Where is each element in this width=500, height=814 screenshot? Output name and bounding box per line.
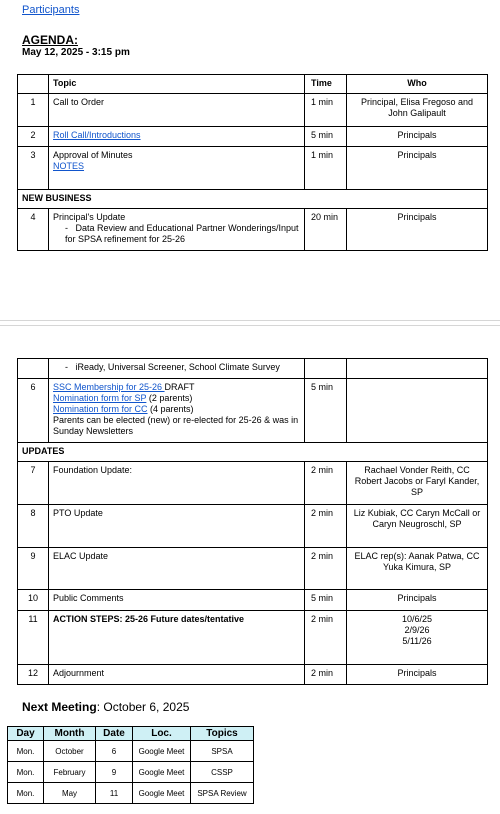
row-time	[305, 359, 347, 379]
table-row	[18, 590, 488, 611]
row-topic: Public Comments	[49, 590, 305, 611]
section-row	[18, 190, 488, 209]
row-who: Principals	[347, 665, 488, 685]
row-num: 8	[18, 505, 49, 548]
agenda-table-continued	[17, 358, 488, 685]
row-time: 2 min	[305, 665, 347, 685]
schedule-row	[8, 762, 254, 783]
future-dates	[347, 611, 488, 665]
row-topic	[49, 209, 305, 251]
schedule-row	[8, 741, 254, 762]
page-break	[0, 318, 500, 358]
row-time: 1 min	[305, 147, 347, 190]
row-topic	[49, 359, 305, 379]
row-num: 1	[18, 94, 49, 127]
row-who: ELAC rep(s): Aanak Patwa, CC Yuka Kimura, SP	[347, 548, 488, 590]
row-num: 11	[18, 611, 49, 665]
action-steps-topic: ACTION STEPS: 25-26 Future dates/tentative	[49, 611, 305, 665]
row-num: 12	[18, 665, 49, 685]
table-row	[18, 359, 488, 379]
row-who: Principal, Elisa Fregoso and John Galipault	[347, 94, 488, 127]
schedule-header-month: Month	[44, 727, 96, 741]
row-topic: Call to Order	[49, 94, 305, 127]
row-time: 1 min	[305, 94, 347, 127]
table-row	[18, 127, 488, 147]
row-who: Principals	[347, 590, 488, 611]
table-row	[18, 665, 488, 685]
row-time: 2 min	[305, 611, 347, 665]
table-row	[18, 147, 488, 190]
updates-label: UPDATES	[18, 443, 488, 462]
row-who: Rachael Vonder Reith, CC Robert Jacobs or Faryl Kander, SP	[347, 462, 488, 505]
row-time: 2 min	[305, 505, 347, 548]
schedule-topic: SPSA Review	[191, 783, 254, 804]
page-divider	[0, 320, 500, 321]
row-who: Liz Kubiak, CC Caryn McCall or Caryn Neugroschl, SP	[347, 505, 488, 548]
row-num	[18, 359, 49, 379]
future-date: 10/6/25	[401, 614, 433, 624]
approval-minutes-text: Approval of Minutes	[53, 150, 133, 160]
ssc-membership-link[interactable]: SSC Membership for 25-26	[53, 382, 165, 392]
row-time: 2 min	[305, 548, 347, 590]
election-note: Parents can be elected (new) or re-elected for 25-26 & was in Sunday Newsletters	[53, 415, 299, 436]
table-row	[18, 379, 488, 443]
row-time: 5 min	[305, 127, 347, 147]
section-row	[18, 443, 488, 462]
schedule-header-topics: Topics	[191, 727, 254, 741]
schedule-header-row	[8, 727, 254, 741]
table-row	[18, 505, 488, 548]
next-meeting-label: Next Meeting	[22, 700, 97, 714]
row-time: 2 min	[305, 462, 347, 505]
row-topic: Adjournment	[49, 665, 305, 685]
agenda-table	[17, 74, 488, 251]
schedule-header-date: Date	[96, 727, 133, 741]
schedule-date: 9	[96, 762, 133, 783]
nomination-sp-count: (2 parents)	[146, 393, 193, 403]
principals-update-text: Principal's Update	[53, 212, 126, 222]
row-topic	[49, 379, 305, 443]
row-num: 3	[18, 147, 49, 190]
schedule-header-day: Day	[8, 727, 44, 741]
notes-link[interactable]: NOTES	[53, 161, 85, 171]
nomination-cc-count: (4 parents)	[147, 404, 194, 414]
table-row	[18, 94, 488, 127]
draft-label: DRAFT	[164, 382, 195, 392]
future-date: 5/11/26	[402, 636, 432, 646]
schedule-day: Mon.	[8, 783, 44, 804]
schedule-topic: CSSP	[191, 762, 254, 783]
table-row	[18, 462, 488, 505]
schedule-header-loc: Loc.	[133, 727, 191, 741]
row-who	[347, 379, 488, 443]
row-topic: PTO Update	[49, 505, 305, 548]
row-who: Principals	[347, 147, 488, 190]
schedule-month: October	[44, 741, 96, 762]
agenda-title: AGENDA:	[22, 33, 78, 47]
next-meeting-date: : October 6, 2025	[96, 700, 190, 714]
bullet-item: - Data Review and Educational Partner Wonderings/Input for SPSA refinement for 25-26	[65, 223, 299, 244]
table-row	[18, 209, 488, 251]
header-topic: Topic	[49, 75, 305, 94]
header-time: Time	[305, 75, 347, 94]
new-business-label: NEW BUSINESS	[18, 190, 488, 209]
bullet-item: - iReady, Universal Screener, School Climate Survey	[65, 362, 280, 372]
row-topic: ELAC Update	[49, 548, 305, 590]
row-num: 10	[18, 590, 49, 611]
schedule-month: May	[44, 783, 96, 804]
schedule-date: 11	[96, 783, 133, 804]
future-date: 2/9/26	[404, 625, 430, 635]
next-meeting	[22, 700, 189, 714]
row-time: 5 min	[305, 379, 347, 443]
meeting-date: May 12, 2025 - 3:15 pm	[22, 47, 130, 58]
header-num	[18, 75, 49, 94]
row-time: 20 min	[305, 209, 347, 251]
schedule-month: February	[44, 762, 96, 783]
schedule-day: Mon.	[8, 762, 44, 783]
row-topic	[49, 127, 305, 147]
row-time: 5 min	[305, 590, 347, 611]
nomination-sp-link[interactable]: Nomination form for SP	[53, 393, 147, 403]
row-topic: Foundation Update:	[49, 462, 305, 505]
table-row	[18, 548, 488, 590]
table-row	[18, 611, 488, 665]
schedule-day: Mon.	[8, 741, 44, 762]
page-divider	[0, 325, 500, 326]
table-header-row	[18, 75, 488, 94]
row-num: 9	[18, 548, 49, 590]
header-who: Who	[347, 75, 488, 94]
row-num: 2	[18, 127, 49, 147]
nomination-cc-link[interactable]: Nomination form for CC	[53, 404, 148, 414]
schedule-loc: Google Meet	[133, 783, 191, 804]
schedule-table	[7, 726, 254, 804]
row-who: Principals	[347, 127, 488, 147]
row-num: 6	[18, 379, 49, 443]
participants-link[interactable]: Participants	[22, 4, 80, 16]
row-num: 4	[18, 209, 49, 251]
row-who	[347, 359, 488, 379]
schedule-topic: SPSA	[191, 741, 254, 762]
schedule-date: 6	[96, 741, 133, 762]
row-who: Principals	[347, 209, 488, 251]
row-num: 7	[18, 462, 49, 505]
schedule-loc: Google Meet	[133, 741, 191, 762]
roll-call-link[interactable]: Roll Call/Introductions	[53, 130, 141, 140]
schedule-loc: Google Meet	[133, 762, 191, 783]
schedule-row	[8, 783, 254, 804]
row-topic	[49, 147, 305, 190]
